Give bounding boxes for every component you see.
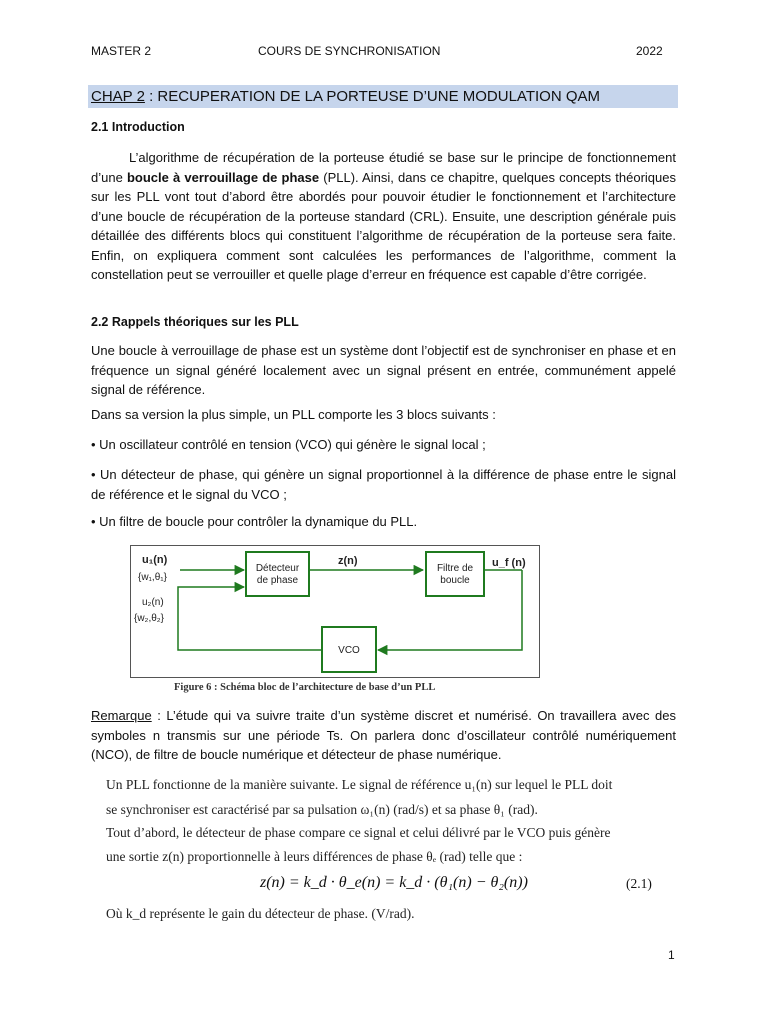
intro-paragraph xyxy=(91,148,676,285)
equation: z(n) = k_d · θ_e(n) = k_d · (θ₁(n) − θ₂(n)) xyxy=(260,874,528,891)
intro-text-bold: boucle à verrouillage de phase xyxy=(126,169,320,185)
scan-line-4: une sortie z(n) proportionnelle à leurs différences de phase θₑ (rad) telle que : xyxy=(106,849,523,864)
scan-line-3: Tout d’abord, le détecteur de phase compare ce signal et celui délivré par le VCO puis génère xyxy=(106,825,611,840)
bullet-filter: • Un filtre de boucle pour contrôler la dynamique du PLL. xyxy=(91,514,418,529)
chapter-title xyxy=(88,85,678,108)
header-center: COURS DE SYNCHRONISATION xyxy=(258,44,441,58)
output-label: u_f (n) xyxy=(492,557,526,569)
detector-block xyxy=(246,552,309,596)
detector-label-2: de phase xyxy=(256,575,299,586)
figure-caption: Figure 6 : Schéma bloc de l’architecture de base d’un PLL xyxy=(174,682,436,693)
pll-paragraph-1: Une boucle à verrouillage de phase est un système dont l’objectif est de synchroniser en phase et en fréquence un signal généré localement avec un signal présent en entrée, communément appelé signal de référence. xyxy=(91,343,676,397)
equation-row xyxy=(106,874,666,898)
chapter-title-text: : RECUPERATION DE LA PORTEUSE D’UNE MODULATION QAM xyxy=(144,88,600,105)
vco-label: VCO xyxy=(338,645,360,656)
input2-params: {w₂,θ₂} xyxy=(134,613,165,624)
detector-label-1: Détecteur xyxy=(255,563,300,574)
equation-number: (2.1) xyxy=(626,876,652,891)
scan-line-5: Où k_d représente le gain du détecteur de phase. (V/rad). xyxy=(106,906,415,921)
filter-label-1: Filtre de xyxy=(436,563,474,574)
section-heading-intro: 2.1 Introduction xyxy=(91,120,185,134)
z-label: z(n) xyxy=(338,555,358,567)
input2-label: u₂(n) xyxy=(142,597,164,608)
bullet-detector: • Un détecteur de phase, qui génère un signal proportionnel à la différence de phase entre le signal de référence et le signal du VCO ; xyxy=(91,467,676,502)
page-number: 1 xyxy=(668,948,675,962)
chapter-label: CHAP 2 xyxy=(91,88,145,105)
remark-text: : L’étude qui va suivre traite d’un système discret et numérisé. On travaillera avec des symboles n transmis sur une période Ts. On parlera donc d’oscillateur contrôlé numériquement (NCO), de filtre de boucle numérique et détecteur de phase numérique. xyxy=(91,708,676,762)
scan-line-1: Un PLL fonctionne de la manière suivante. Le signal de référence u₁(n) sur lequel le PLL doit xyxy=(106,777,613,792)
scan-line-2: se synchroniser est caractérisé par sa pulsation ω₁(n) (rad/s) et sa phase θ₁ (rad). xyxy=(106,802,538,817)
input1-params: {w₁,θ₁} xyxy=(138,572,167,583)
bullet-vco: • Un oscillateur contrôlé en tension (VCO) qui génère le signal local ; xyxy=(91,437,486,452)
pll-block-diagram xyxy=(130,545,540,695)
input1-label: u₁(n) xyxy=(142,554,168,566)
section-heading-pll: 2.2 Rappels théoriques sur les PLL xyxy=(91,315,299,329)
remark-paragraph xyxy=(91,706,676,765)
intro-text-a: L’algorithme de récupération de la porteuse étudié se base sur le principe de fonctionnement d’une xyxy=(91,150,676,185)
remark-label: Remarque xyxy=(91,708,152,723)
filter-block xyxy=(426,552,484,596)
pll-paragraph-2: Dans sa version la plus simple, un PLL comporte les 3 blocs suivants : xyxy=(91,407,496,422)
filter-label-2: boucle xyxy=(440,575,470,586)
header-left: MASTER 2 xyxy=(91,44,152,58)
intro-text-b: (PLL). Ainsi, dans ce chapitre, quelques concepts théoriques sur les PLL vont tout d’abord être abordés pour pouvoir étudier le fonctionnement et l’architecture d’une boucle de récupération de la porteuse standard (CRL). Ensuite, une description générale puis détaillée des différents blocs qui constituent l’algorithme de récupération de la porteuse sera faite. Enfin, on expliquera comment sont calculées les performances de l’algorithme, comment la constellation peut se verrouiller et quelle plage d’erreur en fréquence est capable d’être corrigée. xyxy=(91,169,676,282)
header-right: 2022 xyxy=(636,44,663,58)
